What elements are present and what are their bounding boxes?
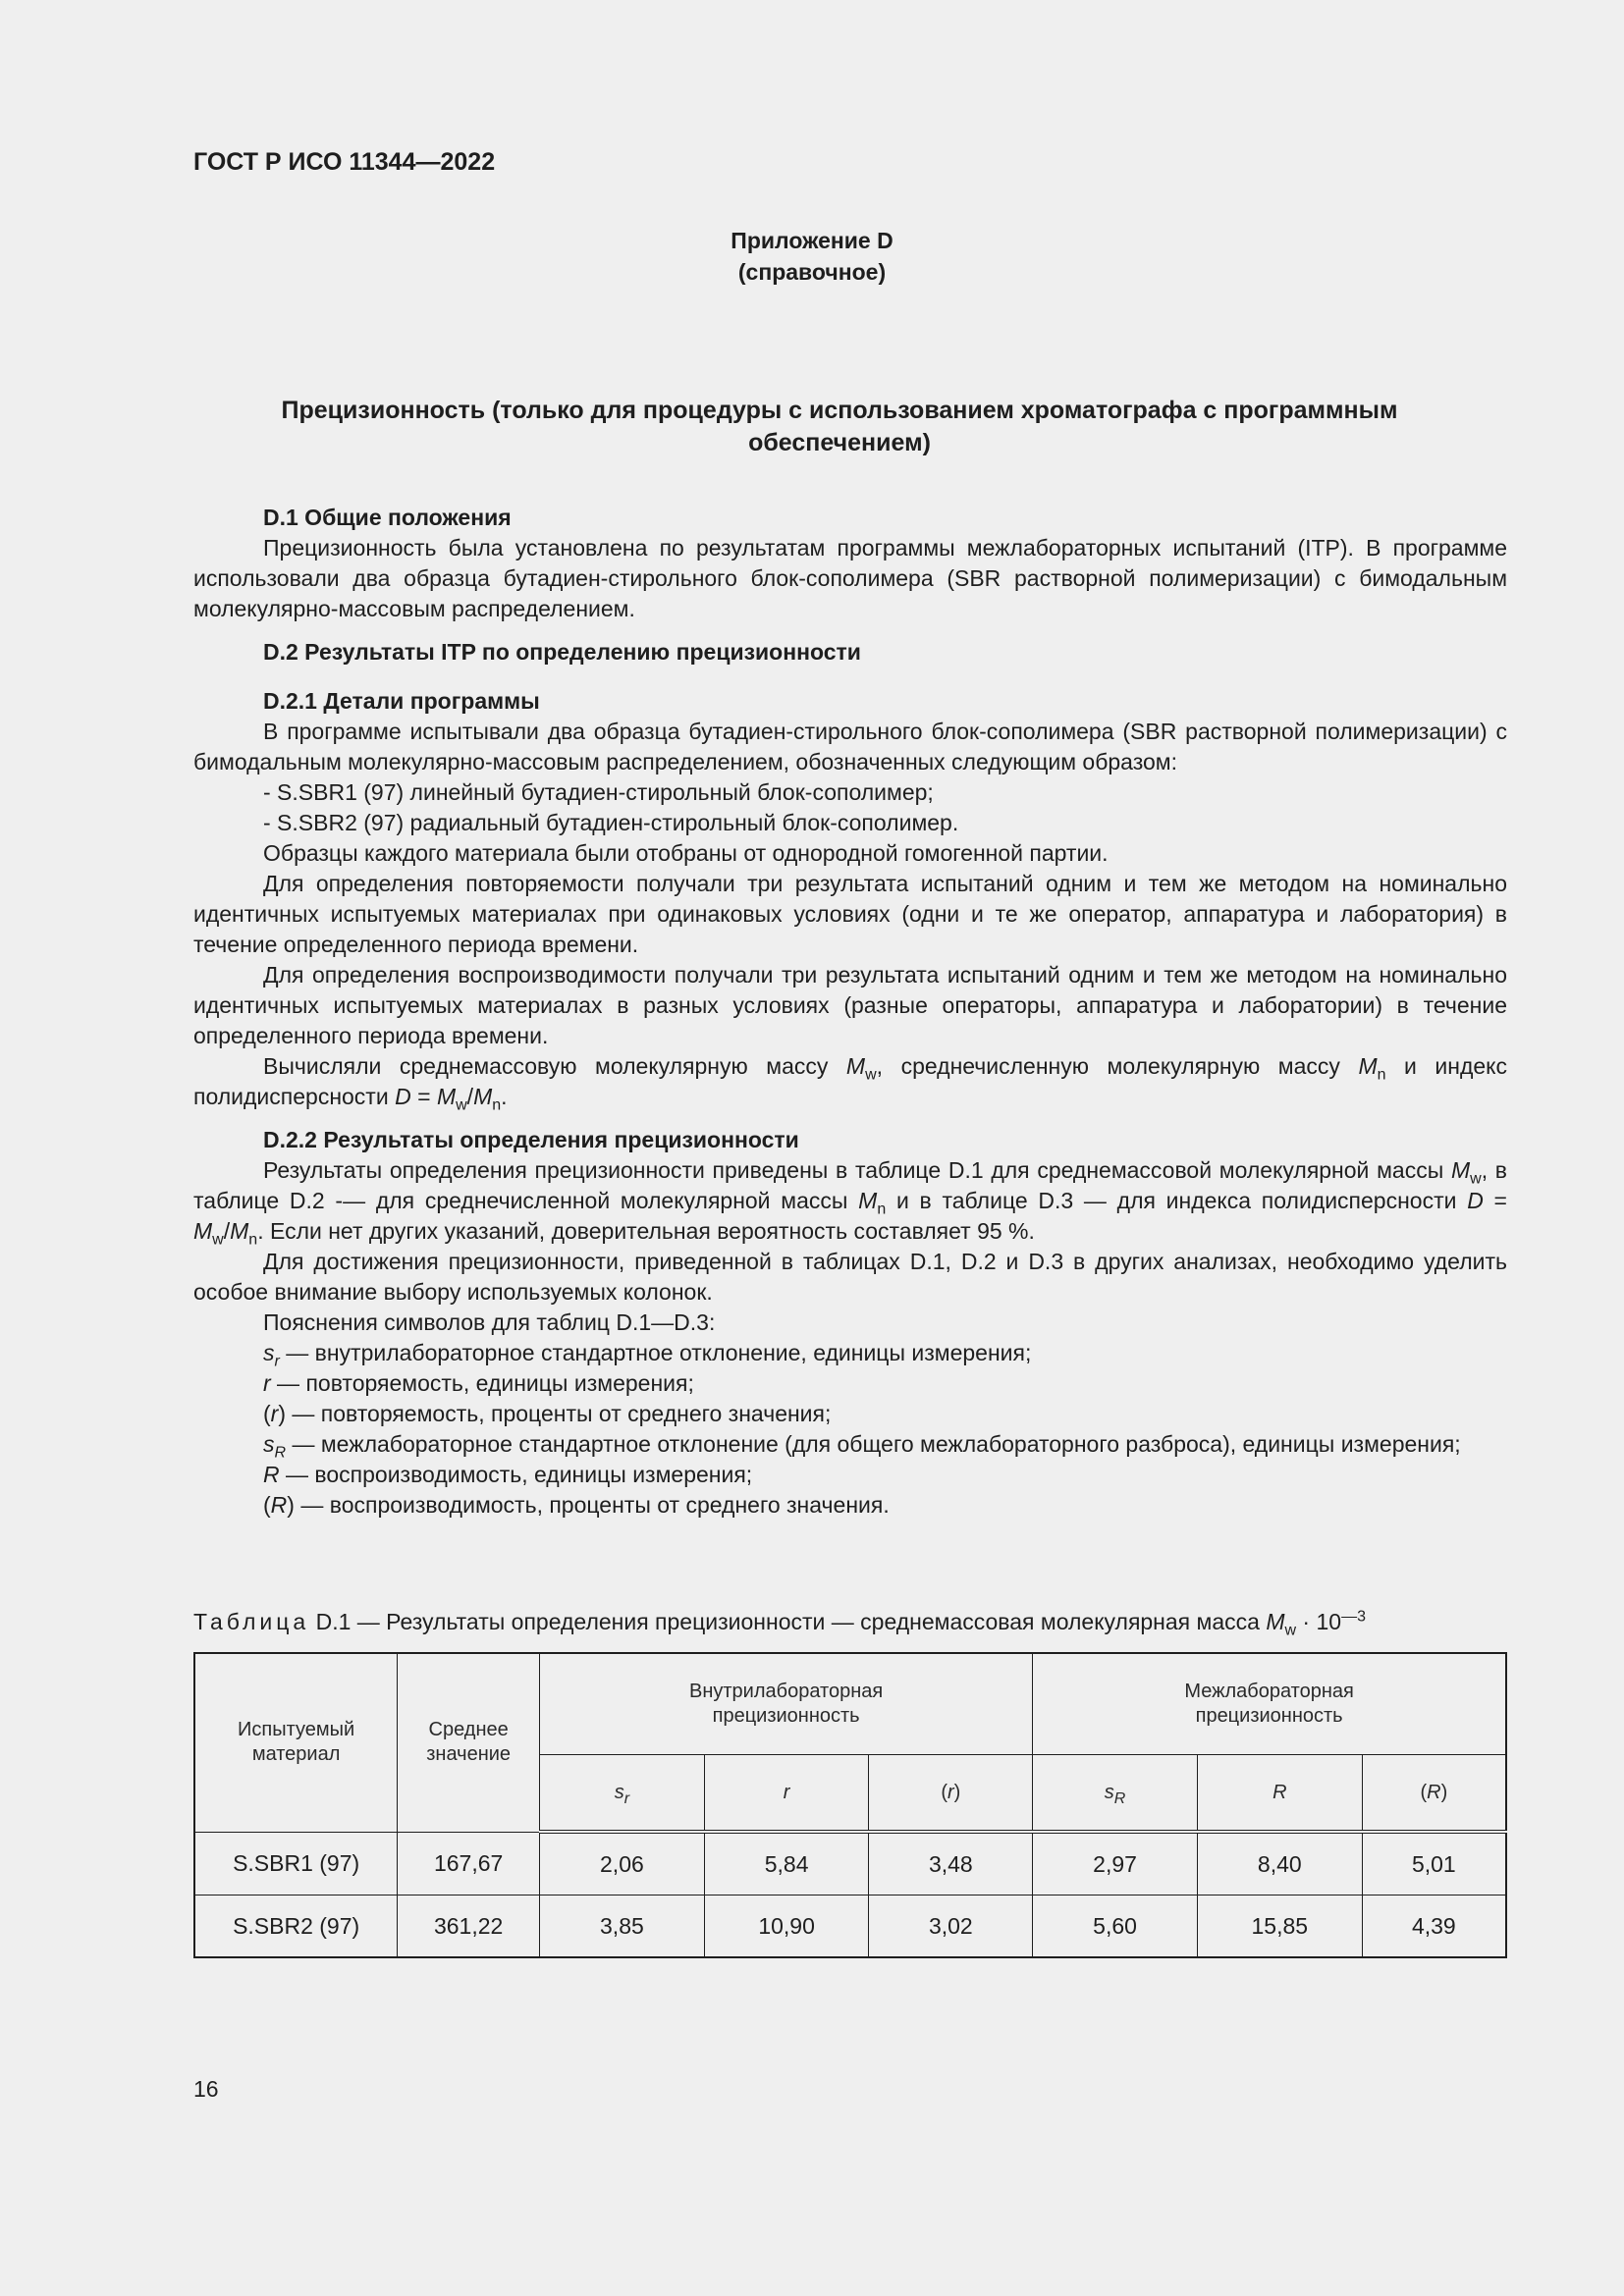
section-d22-heading: D.2.2 Результаты определения прецизионности <box>263 1127 799 1152</box>
section-d21-paragraph: Для определения воспроизводимости получали три результата испытаний одним и тем же методом на номинально идентичных испытуемых материалах в разных условиях (разные операторы, аппаратура и лаборатории) в течение определенного периода времени. <box>193 962 1507 1048</box>
cell-R-percent: 4,39 <box>1362 1896 1506 1958</box>
table-row <box>194 1896 1506 1958</box>
cell-r-percent: 3,48 <box>869 1832 1033 1896</box>
symbol-definition: r — повторяемость, единицы измерения; <box>263 1370 694 1396</box>
section-d2-heading: D.2 Результаты ITP по определению прецизионности <box>263 639 861 665</box>
cell-sR: 5,60 <box>1033 1896 1198 1958</box>
annex-title: Приложение D <box>731 228 893 253</box>
table-caption: Таблица D.1 — Результаты определения прецизионности — среднемассовая молекулярная масса $M_w \cdot 10^{—3}$ <box>193 1608 1366 1639</box>
annex-status: (справочное) <box>737 259 887 285</box>
table-row <box>194 1832 1506 1896</box>
column-header-r-percent: (r) <box>869 1755 1033 1833</box>
page-number: 16 <box>193 2076 219 2102</box>
column-header-mean: Среднее значение <box>398 1653 540 1832</box>
cell-R: 8,40 <box>1197 1832 1362 1896</box>
cell-R-percent: 5,01 <box>1362 1832 1506 1896</box>
precision-table <box>193 1652 1507 1958</box>
section-d22-paragraph: Для достижения прецизионности, приведенной в таблицах D.1, D.2 и D.3 в других анализах, необходимо уделить особое внимание выбору используемых колонок. <box>193 1249 1507 1305</box>
cell-r-percent: 3,02 <box>869 1896 1033 1958</box>
symbol-definition: (R) — воспроизводимость, проценты от среднего значения. <box>263 1492 890 1518</box>
cell-R: 15,85 <box>1197 1896 1362 1958</box>
section-d22-formula-paragraph: Результаты определения прецизионности приведены в таблице D.1 для среднемассовой молекулярной массы $M_w$, в таблице D.2 -— для среднечисленной молекулярной массы $M_n$ и в таблице D.3 — для индекса полидисперсности $D = M_w/M_n$. Если нет других указаний, доверительная вероятность составляет 95 %. <box>193 1157 1507 1249</box>
column-header-R: R <box>1197 1755 1362 1833</box>
column-group-between-lab: Межлабораторная прецизионность <box>1033 1653 1506 1755</box>
cell-sR: 2,97 <box>1033 1832 1198 1896</box>
cell-material: S.SBR1 (97) <box>194 1832 398 1896</box>
sample-list-item: - S.SBR1 (97) линейный бутадиен-стирольный блок-сополимер; <box>263 779 934 805</box>
cell-sr: 3,85 <box>540 1896 705 1958</box>
column-group-within-lab: Внутрилабораторная прецизионность <box>540 1653 1033 1755</box>
document-body <box>193 503 1507 1521</box>
cell-r: 5,84 <box>704 1832 869 1896</box>
cell-mean: 361,22 <box>398 1896 540 1958</box>
sample-list-item: - S.SBR2 (97) радиальный бутадиен-стирольный блок-сополимер. <box>263 810 959 835</box>
symbol-definition: (r) — повторяемость, проценты от среднего значения; <box>263 1401 832 1426</box>
symbol-definition: R — воспроизводимость, единицы измерения; <box>263 1462 753 1487</box>
column-header-r: r <box>704 1755 869 1833</box>
section-d21-heading: D.2.1 Детали программы <box>263 688 540 714</box>
section-d21-paragraph: Образцы каждого материала были отобраны от однородной гомогенной партии. <box>263 840 1109 866</box>
section-d21-paragraph: Для определения повторяемости получали три результата испытаний одним и тем же методом на номинально идентичных испытуемых материалах при одинаковых условиях (одни и те же оператор, аппаратура и лаборатория) в течение определенного периода времени. <box>193 871 1507 957</box>
cell-sr: 2,06 <box>540 1832 705 1896</box>
symbols-legend-intro: Пояснения символов для таблиц D.1—D.3: <box>263 1309 716 1335</box>
column-header-sR: $s_R$ <box>1033 1755 1198 1833</box>
section-d21-formula-paragraph: Вычисляли среднемассовую молекулярную массу $M_w$, среднечисленную молекулярную массу $M_n$ и индекс полидисперсности $D = M_w/M_n$. <box>193 1053 1507 1114</box>
annex-heading <box>0 225 1624 288</box>
section-d1-text: Прецизионность была установлена по результатам программы межлабораторных испытаний (ITP). В программе использовали два образца бутадиен-стирольного блок-сополимера (SBR растворной полимеризации) с бимодальным молекулярно-массовым распределением. <box>193 535 1507 621</box>
symbol-definition: $s_R$ — межлабораторное стандартное отклонение (для общего межлабораторного разброса), единицы измерения; <box>263 1431 1461 1462</box>
column-header-material: Испытуемый материал <box>194 1653 398 1832</box>
cell-mean: 167,67 <box>398 1832 540 1896</box>
section-d1-heading: D.1 Общие положения <box>263 505 512 530</box>
cell-material: S.SBR2 (97) <box>194 1896 398 1958</box>
column-header-R-percent: (R) <box>1362 1755 1506 1833</box>
cell-r: 10,90 <box>704 1896 869 1958</box>
section-d21-paragraph: В программе испытывали два образца бутадиен-стирольного блок-сополимера (SBR растворной полимеризации) с бимодальным молекулярно-массовым распределением, обозначенных следующим образом: <box>193 719 1507 774</box>
annex-subject-title: Прецизионность (только для процедуры с использованием хроматографа с программным обеспечением) <box>281 397 1398 456</box>
symbol-definition: $s_r$ — внутрилабораторное стандартное отклонение, единицы измерения; <box>263 1340 1032 1370</box>
standard-designation: ГОСТ Р ИСО 11344—2022 <box>193 148 496 176</box>
column-header-sr: $s_r$ <box>540 1755 705 1833</box>
